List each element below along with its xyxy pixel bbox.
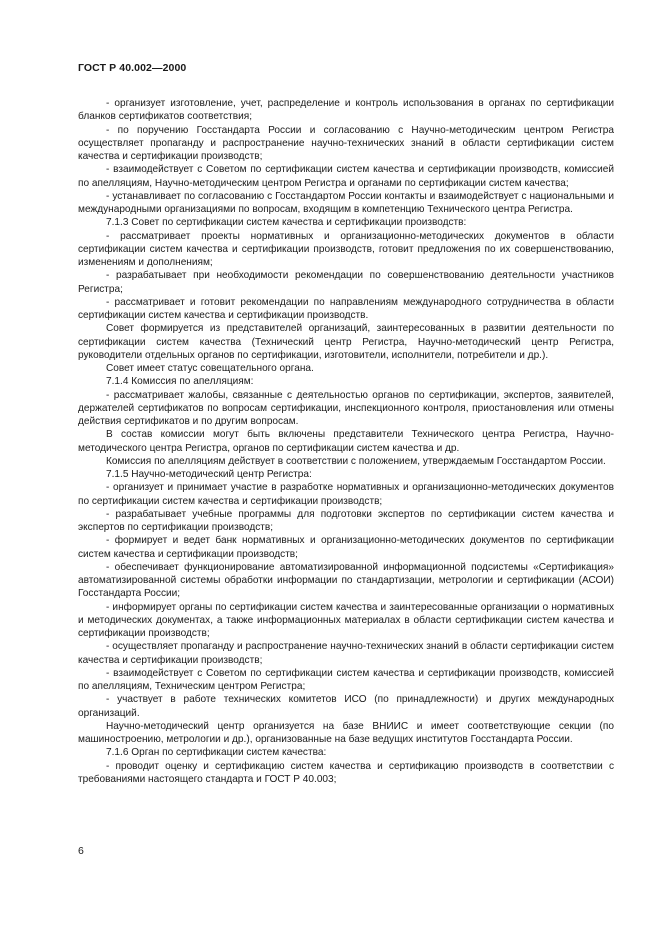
paragraph: - рассматривает и готовит рекомендации по направлениям международного сотрудничества в области сертификации систем качества и сертификации производств.	[78, 296, 614, 321]
paragraph: Комиссия по апелляциям действует в соответствии с положением, утверждаемым Госстандартом России.	[106, 455, 606, 467]
paragraph: - устанавливает по согласованию с Госстандартом России контакты и взаимодействует с национальными и международными организациями по вопросам, входящим в компетенцию Технического центра Регистра.	[78, 190, 614, 215]
paragraph: - проводит оценку и сертификацию систем качества и сертификацию производств в соответствии с требованиями настоящего стандарта и ГОСТ Р 40.003;	[78, 760, 614, 785]
paragraph: - осуществляет пропаганду и распространение научно-технических знаний в области сертификации систем качества и сертификации производств;	[78, 641, 614, 666]
paragraph: В состав комиссии могут быть включены представители Технического центра Регистра, Научно-методического центра Регистра, органов по сертификации систем качества и др.	[78, 429, 614, 454]
paragraph: - организует и принимает участие в разработке нормативных и организационно-методических документов по сертификации систем качества и сертификации производств;	[78, 482, 614, 507]
paragraph: - рассматривает жалобы, связанные с деятельностью органов по сертификации, экспертов, заявителей, держателей сертификатов по вопросам сертификации, инспекционного контроля, приостановления или отмены действия сертификатов и по другим вопросам.	[78, 389, 614, 427]
paragraph: Научно-методический центр организуется на базе ВНИИС и имеет соответствующие секции (по машиностроению, метрологии и др.), организованные на базе ведущих институтов Госстандарта России.	[78, 720, 614, 745]
paragraph: - организует изготовление, учет, распределение и контроль использования в органах по сертификации бланков сертификатов соответствия;	[78, 98, 614, 123]
paragraph: - взаимодействует с Советом по сертификации систем качества и сертификации производств, комиссией по апелляциям, Научно-методическим центром Регистра и органами по сертификации систем качества;	[78, 164, 614, 189]
paragraph: - разрабатывает учебные программы для подготовки экспертов по сертификации систем качества и экспертов по сертификации производств;	[78, 508, 614, 533]
body-text	[78, 97, 614, 786]
document-header: ГОСТ Р 40.002—2000	[78, 62, 187, 74]
section-heading-7-1-4: 7.1.4 Комиссия по апелляциям:	[106, 376, 254, 388]
paragraph: Совет имеет статус совещательного органа.	[106, 363, 314, 374]
paragraph: - формирует и ведет банк нормативных и организационно-методических документов по сертификации систем качества и сертификации производств;	[78, 535, 614, 560]
paragraph: - обеспечивает функционирование автоматизированной информационной подсистемы «Сертификация» автоматизированной системы обработки информации по стандартизации, метрологии и сертификации (АСОИ) Госстандарта России;	[78, 561, 614, 600]
paragraph: - взаимодействует с Советом по сертификации систем качества и сертификации производств, комиссией по апелляциям, Техническим центром Регистра;	[78, 667, 614, 692]
section-heading-7-1-5: 7.1.5 Научно-методический центр Регистра:	[106, 469, 312, 480]
paragraph: - информирует органы по сертификации систем качества и заинтересованные организации о нормативных и методических документах, а также информационных материалах в области сертификации систем качества и сертификации производств;	[78, 601, 614, 639]
paragraph: - рассматривает проекты нормативных и организационно-методических документов в области сертификации систем качества и сертификации производств, готовит предложения по их совершенствованию, изменениям и дополнениям;	[78, 230, 614, 268]
section-heading-7-1-3: 7.1.3 Совет по сертификации систем качества и сертификации производств:	[106, 217, 467, 229]
paragraph: - по поручению Госстандарта России и согласованию с Научно-методическим центром Регистра осуществляет пропаганду и распространение научно-технических знаний в области сертификации систем качества и сертификации производств;	[78, 124, 614, 162]
section-heading-7-1-6: 7.1.6 Орган по сертификации систем качества:	[106, 747, 327, 759]
paragraph: - участвует в работе технических комитетов ИСО (по принадлежности) и других международных организаций.	[78, 694, 614, 719]
paragraph: - разрабатывает при необходимости рекомендации по совершенствованию деятельности участников Регистра;	[78, 270, 614, 295]
paragraph: Совет формируется из представителей организаций, заинтересованных в развитии деятельности по сертификации систем качества (Технический центр Регистра, Научно-методический центр Регистра, руководители отдельных органов по сертификации, изготовители, исполнители, потребители и др.).	[78, 323, 614, 361]
page-number: 6	[78, 845, 84, 857]
